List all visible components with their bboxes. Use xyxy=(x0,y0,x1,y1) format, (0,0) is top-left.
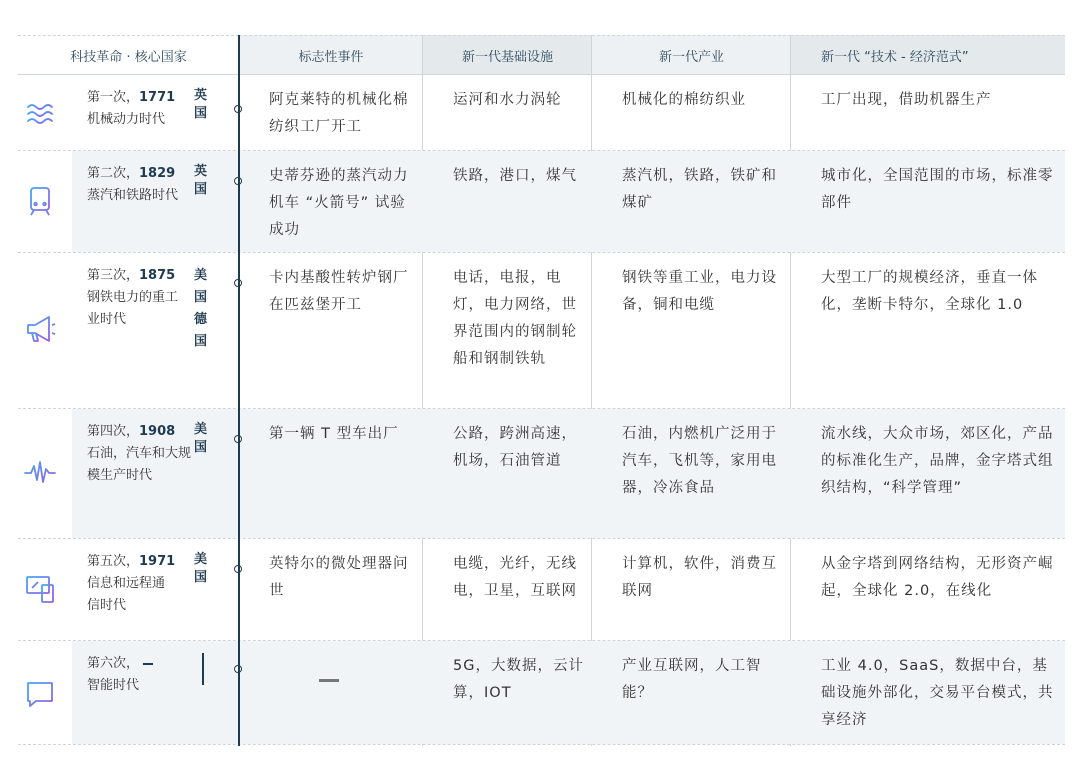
waves-icon xyxy=(22,95,58,131)
paradigm-cell: 流水线，大众市场，郊区化，产品的标准化生产，品牌，金字塔式组织结构，“科学管理” xyxy=(821,426,1054,496)
header-revolution-country: 科技革命 · 核心国家 xyxy=(18,35,239,75)
table-row xyxy=(18,641,1065,745)
infrastructure-cell: 铁路，港口，煤气 xyxy=(453,168,577,184)
table-header xyxy=(18,35,1065,75)
industry-cell: 机械化的棉纺织业 xyxy=(622,92,746,108)
country-label: 美国 xyxy=(194,422,208,455)
timeline-line xyxy=(238,35,240,746)
industry-cell: 石油，内燃机广泛用于汽车，飞机等，家用电器，冷冻食品 xyxy=(622,426,777,496)
header-industry: 新一代产业 xyxy=(592,35,791,75)
header-infrastructure: 新一代基础设施 xyxy=(423,35,592,75)
era-label: 第二次，1829 蒸汽和铁路时代 xyxy=(87,166,179,203)
country-label: 美国 xyxy=(194,552,208,585)
infrastructure-cell: 运河和水力涡轮 xyxy=(453,92,562,108)
megaphone-icon xyxy=(22,311,58,347)
industry-cell: 计算机，软件，消费互联网 xyxy=(622,556,777,599)
paradigm-cell: 工业 4.0，SaaS，数据中台，基础设施外部化，交易平台模式，共享经济 xyxy=(821,658,1054,728)
industry-cell: 钢铁等重工业，电力设备，铜和电缆 xyxy=(622,270,777,313)
header-paradigm: 新一代 “技术 - 经济范式” xyxy=(791,35,1065,75)
event-cell: 阿克莱特的机械化棉纺织工厂开工 xyxy=(269,92,409,135)
table-row xyxy=(18,409,1065,539)
timeline-marker xyxy=(202,653,204,685)
era-label: 第四次，1908 石油，汽车和大规模生产时代 xyxy=(87,424,192,483)
table-row xyxy=(18,539,1065,641)
event-cell: 第一辆 T 型车出厂 xyxy=(269,426,399,442)
country-label: 美国 德国 xyxy=(194,268,208,349)
era-label: 第五次，1971 信息和远程通信时代 xyxy=(87,554,176,613)
era-label: 第三次，1875 钢铁电力的重工业时代 xyxy=(87,268,179,327)
era-label: 第一次，1771 机械动力时代 xyxy=(87,90,176,127)
era-label: 第六次， 智能时代 xyxy=(87,653,153,697)
industry-cell: 蒸汽机，铁路，铁矿和煤矿 xyxy=(622,168,777,211)
computer-icon xyxy=(22,571,58,607)
paradigm-cell: 从金字塔到网络结构，无形资产崛起，全球化 2.0，在线化 xyxy=(821,556,1054,599)
paradigm-cell: 城市化，全国范围的市场，标准零部件 xyxy=(821,168,1054,211)
infrastructure-cell: 电话，电报，电灯，电力网络，世界范围内的钢制轮船和钢制铁轨 xyxy=(453,270,577,367)
infrastructure-cell: 5G，大数据，云计算，IOT xyxy=(453,658,584,701)
table-row xyxy=(18,151,1065,253)
event-cell: 英特尔的微处理器问世 xyxy=(269,556,409,599)
event-cell: 史蒂芬逊的蒸汽动力机车 “火箭号” 试验成功 xyxy=(269,168,409,238)
infrastructure-cell: 电缆，光纤，无线电，卫星，互联网 xyxy=(453,556,577,599)
infrastructure-cell: 公路，跨洲高速，机场，石油管道 xyxy=(453,426,577,469)
empty-dash xyxy=(319,679,339,682)
table-row xyxy=(18,75,1065,151)
table-row xyxy=(18,253,1065,409)
chat-icon xyxy=(22,675,58,711)
country-label: 英国 xyxy=(194,88,208,121)
paradigm-cell: 大型工厂的规模经济，垂直一体化，垄断卡特尔，全球化 1.0 xyxy=(821,270,1038,313)
pulse-icon xyxy=(22,454,58,490)
event-cell: 卡内基酸性转炉钢厂在匹兹堡开工 xyxy=(269,270,409,313)
train-icon xyxy=(22,183,58,219)
paradigm-cell: 工厂出现，借助机器生产 xyxy=(821,92,992,108)
industry-cell: 产业互联网，人工智能？ xyxy=(622,658,762,701)
header-landmark-event: 标志性事件 xyxy=(239,35,423,75)
country-label: 英国 xyxy=(194,164,208,197)
